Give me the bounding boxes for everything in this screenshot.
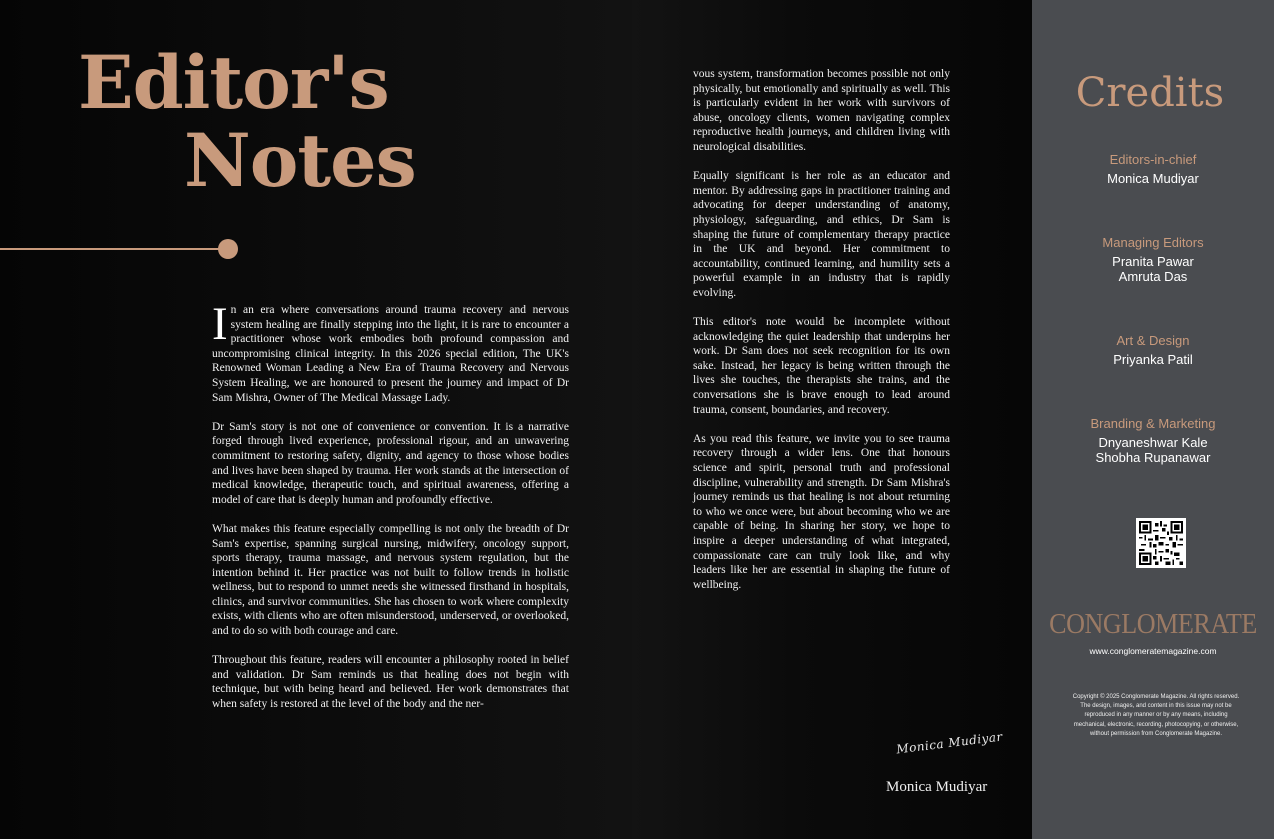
credit-name: Amruta Das [1118, 269, 1188, 284]
article-paragraph: Throughout this feature, readers will encounter a philosophy rooted in belief and validation. Dr Sam reminds us that healing does not begin with technique, but with being heard and believed. Her work demonstrates that when safety is restored at the level of the body and the ner- [212, 654, 569, 711]
credit-role: Editors-in-chief [1109, 152, 1197, 167]
credit-role: Managing Editors [1102, 235, 1204, 250]
credit-group-branding-marketing [1032, 416, 1274, 465]
article-paragraph: Dr Sam's story is not one of convenience or convention. It is a narrative forged through lived experience, professional rigour, and an unwavering commitment to restoring safety, dignity, and agency to those whose bodies and lives have been shaped by trauma. Her work stands at the intersection of medical knowledge, therapeutic touch, and spiritual awareness, offering a model of care that is deeply human and profoundly effective. [212, 420, 569, 506]
signature-name: Monica Mudiyar [886, 779, 988, 795]
brand-logo: CONGLOMERATE [1049, 608, 1257, 640]
article-paragraph: This editor's note would be incomplete without acknowledging the quiet leadership that underpins her work. Dr Sam does not seek recognition for its own sake. Instead, her legacy is being written through the lives she touches, the therapists she trains, and the conversations she is brave enough to lead around trauma, consent, boundaries, and recovery. [693, 316, 950, 416]
copyright-notice: Copyright © 2025 Conglomerate Magazine. All rights reserved. The design, images, and content in this issue may not be reproduced in any manner or by any means, including mechanical, electronic, recording, photocopying, or otherwise, without permission from Conglomerate Magazine. [1072, 694, 1240, 737]
decorative-dot [218, 239, 238, 259]
article-column-right [693, 67, 950, 607]
credit-name: Dnyaneshwar Kale [1098, 435, 1208, 450]
website-link[interactable]: www.conglomeratemagazine.com [1089, 646, 1217, 656]
credits-title: Credits [1075, 70, 1225, 116]
article-paragraph: In an era where conversations around trauma recovery and nervous system healing are finally stepping into the light, it is rare to encounter a practitioner whose work embodies both profound compassion and uncompromising clinical integrity. In this 2026 special edition, The UK's Renowned Woman Leading a New Era of Trauma Recovery and Nervous System Healing, we are honoured to present the journey and impact of Dr Sam Mishra, Owner of The Medical Massage Lady. [212, 298, 569, 404]
article-column-left [212, 298, 569, 726]
page-title [78, 40, 458, 204]
decorative-rule [0, 248, 222, 250]
credit-group-managing-editors [1032, 235, 1274, 284]
credit-group-art-design [1032, 333, 1274, 367]
article-paragraph: As you read this feature, we invite you to see trauma recovery through a wider lens. One that honours science and spirit, personal truth and professional discipline, vulnerability and strength. Dr Sam Mishra's journey reminds us that healing is not about returning to who we once were, but about becoming who we are capable of being. In sharing her story, we hope to inspire a deeper understanding of what integrated, compassionate care can truly look like, and why leaders like her are essential in shaping the future of wellbeing. [693, 432, 950, 591]
credit-group-editors-in-chief [1032, 152, 1274, 186]
handwritten-signature: Monica Mudiyar [895, 729, 1004, 757]
credit-name: Pranita Pawar [1112, 254, 1194, 269]
credit-role: Branding & Marketing [1090, 416, 1216, 431]
credit-role: Art & Design [1116, 333, 1190, 348]
credit-name: Priyanka Patil [1113, 352, 1193, 367]
article-paragraph: What makes this feature especially compelling is not only the breadth of Dr Sam's expertise, spanning surgical nursing, midwifery, oncology support, sports therapy, trauma massage, and nervous system regulation, but the intention behind it. Her practice was not built to follow trends in holistic wellness, but to respond to unmet needs she witnessed firsthand in hospitals, clinics, and survivor communities. She has chosen to work where complexity exists, with clients who are often misunderstood, underserved, or overlooked, and to do so with both courage and care. [212, 522, 569, 638]
article-paragraph: Equally significant is her role as an educator and mentor. By addressing gaps in practitioner training and advocating for deeper understanding of anatomy, physiology, safeguarding, and ethics, Dr Sam is shaping the future of complementary therapy practice in the UK and beyond. Her commitment to accountability, continued learning, and humility sets a powerful example in an industry that is rapidly evolving. [693, 170, 950, 299]
article-paragraph: vous system, transformation becomes possible not only physically, but emotionally and spiritually as well. This is particularly evident in her work with survivors of abuse, oncology clients, women navigating complex reproductive health journeys, and children living with neurological disabilities. [693, 68, 950, 153]
title-line-1: Editor's [78, 40, 389, 126]
credit-name: Shobha Rupanawar [1095, 450, 1211, 465]
credit-name: Monica Mudiyar [1107, 171, 1199, 186]
title-line-2: Notes [184, 118, 416, 204]
drop-cap: I [212, 298, 228, 350]
qr-code-icon[interactable] [1136, 518, 1186, 568]
